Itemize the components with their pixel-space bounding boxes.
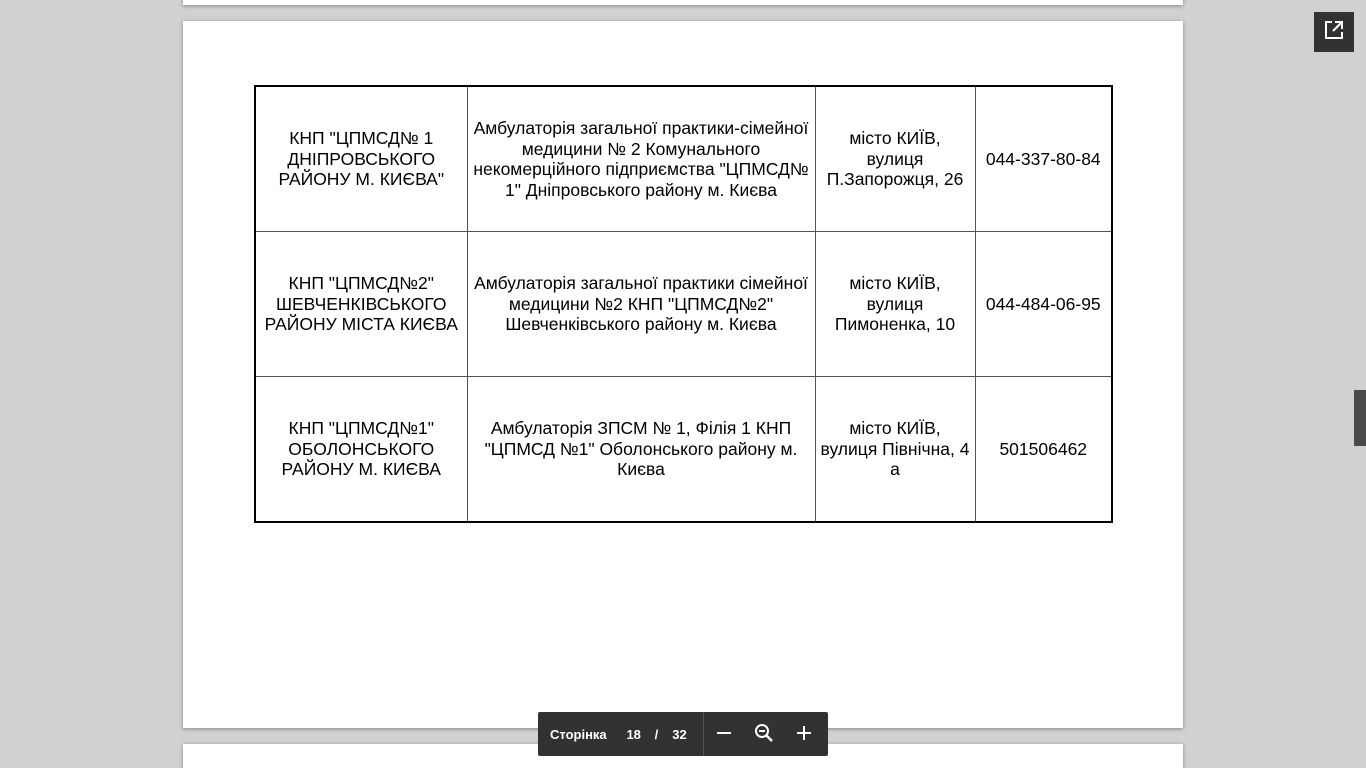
zoom-in-button[interactable]: [784, 712, 824, 756]
organization-cell: КНП "ЦПМСД№1" ОБОЛОНСЬКОГО РАЙОНУ М. КИЄВА: [255, 377, 467, 523]
phone-cell: 044-484-06-95: [975, 232, 1112, 377]
plus-icon: [795, 724, 813, 745]
current-page-input[interactable]: 18: [626, 726, 641, 742]
magnifier-minus-icon: [754, 723, 774, 746]
facility-cell: Амбулаторія загальної практики сімейної медицини №2 КНП "ЦПМСД№2" Шевченківського району м. Києва: [467, 232, 815, 377]
table-row: [255, 86, 1112, 232]
facilities-table: [254, 85, 1113, 523]
phone-cell: 501506462: [975, 377, 1112, 523]
zoom-reset-button[interactable]: [744, 712, 784, 756]
address-cell: місто КИЇВ, вулиця Північна, 4 а: [815, 377, 975, 523]
address-cell: місто КИЇВ, вулиця П.Запорожця, 26: [815, 86, 975, 232]
page-toolbar: [538, 712, 828, 756]
table-row: [255, 377, 1112, 523]
document-page: [183, 21, 1183, 728]
previous-page: [183, 0, 1183, 5]
phone-cell: 044-337-80-84: [975, 86, 1112, 232]
total-pages: 32: [672, 726, 687, 742]
open-in-new-icon: [1324, 20, 1344, 45]
scrollbar-thumb[interactable]: [1354, 390, 1366, 446]
open-in-new-window-button[interactable]: [1314, 12, 1354, 52]
address-cell: місто КИЇВ, вулиця Пимоненка, 10: [815, 232, 975, 377]
organization-cell: КНП "ЦПМСД№ 1 ДНІПРОВСЬКОГО РАЙОНУ М. КИЄВА": [255, 86, 467, 232]
zoom-out-button[interactable]: [704, 712, 744, 756]
vertical-scrollbar[interactable]: [1354, 0, 1366, 768]
page-separator: /: [654, 726, 659, 742]
organization-cell: КНП "ЦПМСД№2" ШЕВЧЕНКІВСЬКОГО РАЙОНУ МІСТА КИЄВА: [255, 232, 467, 377]
facility-cell: Амбулаторія ЗПСМ № 1, Філія 1 КНП "ЦПМСД №1" Оболонського району м. Києва: [467, 377, 815, 523]
facility-cell: Амбулаторія загальної практики-сімейної медицини № 2 Комунального некомерційного підприємства "ЦПМСД№ 1" Дніпровського району м. Києва: [467, 86, 815, 232]
table-row: [255, 232, 1112, 377]
minus-icon: [715, 724, 733, 745]
page-label: Сторінка: [550, 726, 607, 742]
